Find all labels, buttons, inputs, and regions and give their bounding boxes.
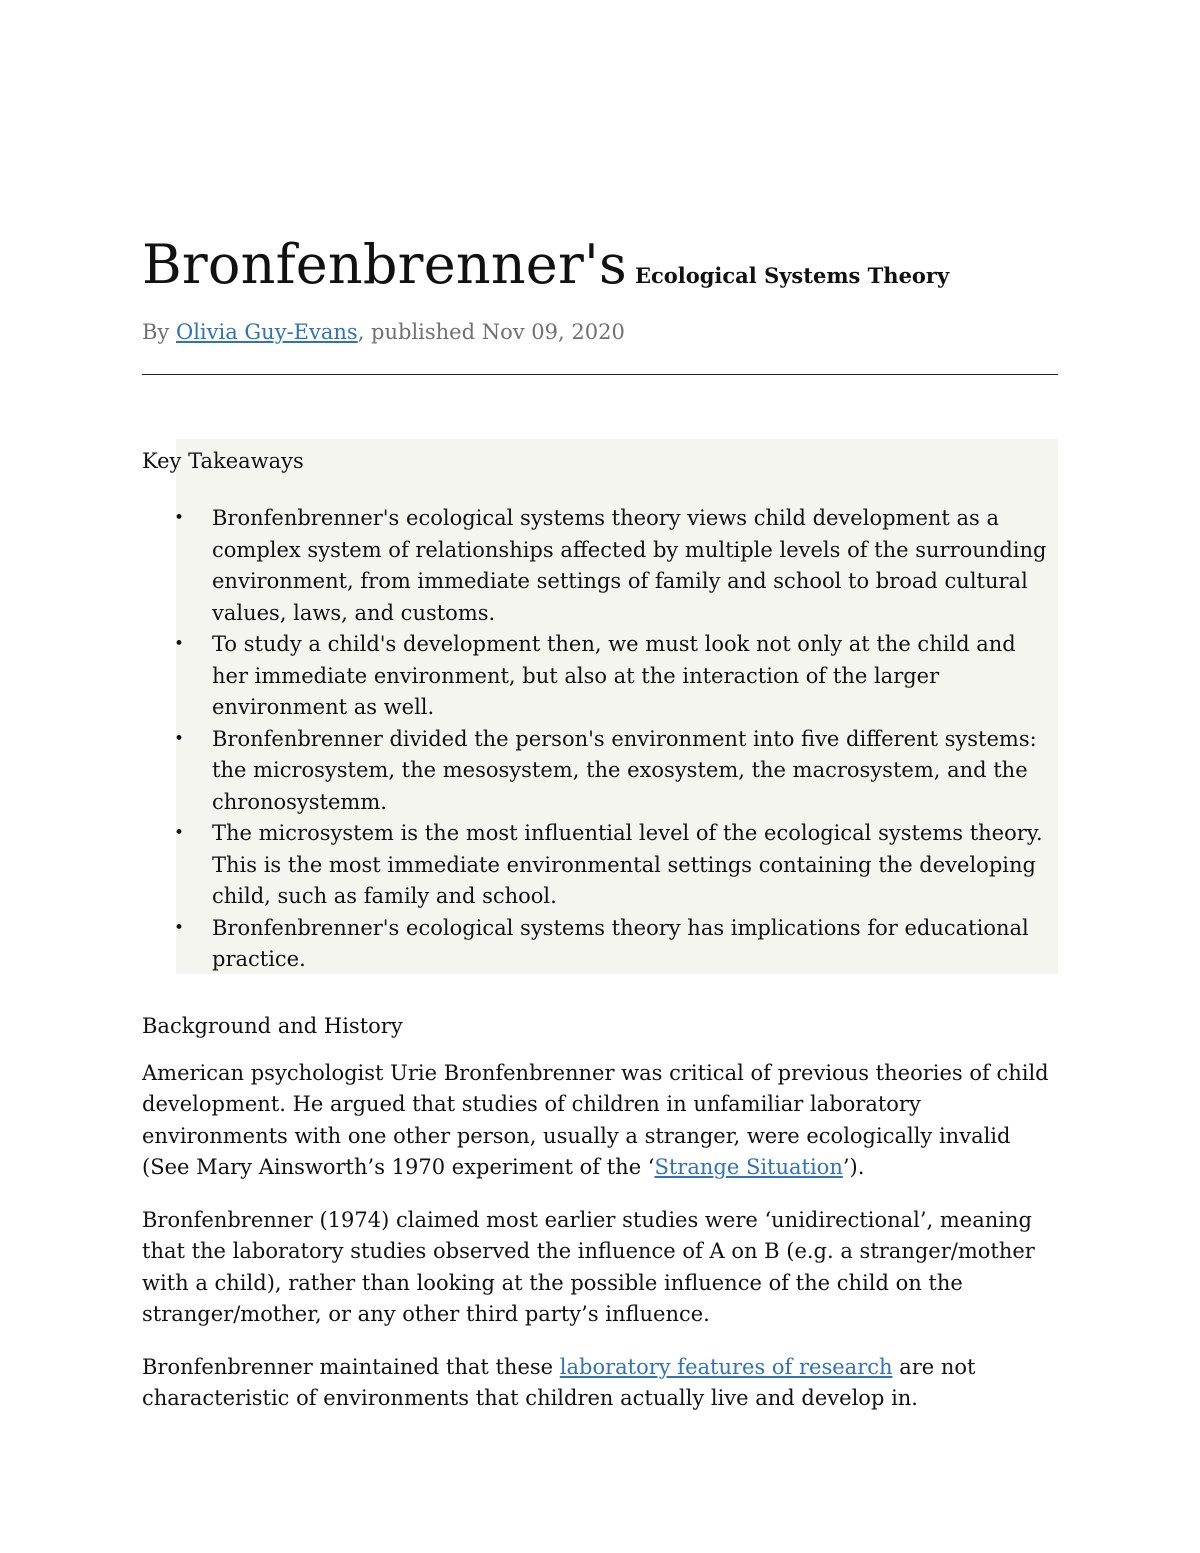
list-item [142, 629, 1058, 724]
list-item-text: Bronfenbrenner's ecological systems theory views child development as a complex system of relationships affected by multiple levels of the surrounding environment, from immediate settings of family and school to broad cultural values, laws, and customs. [212, 506, 1047, 625]
takeaways-list [142, 503, 1058, 976]
title-subtitle: Ecological Systems Theory [634, 263, 950, 288]
page-title [142, 233, 1058, 296]
bullet-icon: • [174, 728, 185, 749]
list-item-text: To study a child's development then, we must look not only at the child and her immediate environment, but also at the interaction of the larger environment as well. [212, 632, 1016, 719]
bullet-icon: • [174, 917, 185, 938]
list-item [142, 818, 1058, 913]
list-item-text: Bronfenbrenner's ecological systems theory has implications for educational practice. [212, 915, 1029, 971]
divider [142, 374, 1058, 375]
paragraph-1-end: ’). [842, 1155, 865, 1179]
author-link[interactable]: Olivia Guy-Evans [175, 320, 358, 344]
paragraph-3-text: Bronfenbrenner maintained that these [142, 1354, 560, 1379]
paragraph-3 [142, 1352, 1058, 1415]
list-item-text: The microsystem is the most influential level of the ecological systems theory. This is the most immediate environmental settings containing the developing child, such as family and school. [212, 821, 1043, 908]
byline-prefix: By [142, 320, 176, 344]
paragraph-2 [142, 1205, 1058, 1331]
key-takeaways-box [142, 439, 1058, 976]
byline-date: , published Nov 09, 2020 [357, 320, 625, 344]
paragraph-1 [142, 1058, 1058, 1184]
paragraph-3-end: are not characteristic of environments that children actually live and develop in. [142, 1354, 976, 1410]
bullet-icon: • [174, 508, 185, 528]
section-heading-background: Background and History [142, 1013, 403, 1038]
byline [142, 320, 1058, 344]
list-item [142, 913, 1058, 976]
list-item [142, 503, 1058, 629]
list-item [142, 724, 1058, 819]
title-main: Bronfenbrenner's [142, 233, 627, 296]
bullet-icon: • [174, 634, 185, 654]
bullet-icon: • [174, 823, 185, 843]
strange-situation-link[interactable]: Strange Situation [654, 1155, 843, 1179]
paragraph-2-text: Bronfenbrenner (1974) claimed most earlier studies were ‘unidirectional’, meaning that the laboratory studies observed the influence of A on B (e.g. a stranger/mother with a child), rather than looking at the possible influence of the child on the stranger/mother, or any other third party’s influence. [142, 1207, 1035, 1326]
laboratory-features-link[interactable]: laboratory features of research [559, 1354, 893, 1379]
list-item-text: Bronfenbrenner divided the person's environment into five different systems: the microsystem, the mesosystem, the exosystem, the macrosystem, and the chronosystemm. [212, 726, 1037, 814]
paragraph-1-text: American psychologist Urie Bronfenbrenner was critical of previous theories of child development. He argued that studies of children in unfamiliar laboratory environments with one other person, usually a stranger, were ecologically invalid (See Mary Ainsworth’s 1970 experiment of the ‘ [142, 1060, 1049, 1179]
article [142, 233, 1058, 1436]
takeaways-heading: Key Takeaways [142, 449, 304, 473]
